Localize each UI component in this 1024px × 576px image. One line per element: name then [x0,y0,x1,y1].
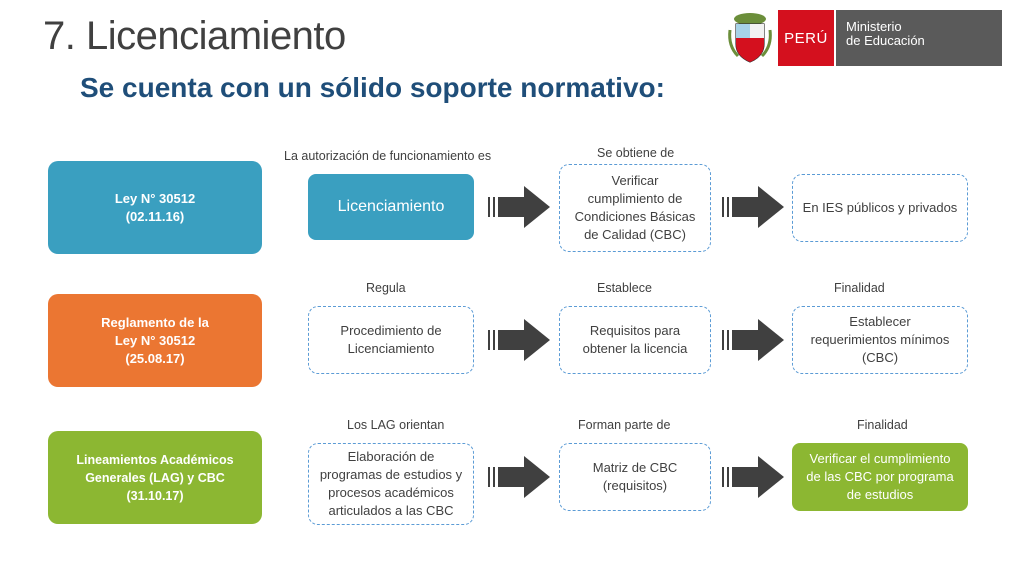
label-row3-1: Los LAG orientan [347,418,445,432]
label-row1-2: Se obtiene de [597,146,675,160]
source-line: Ley N° 30512 [114,332,196,348]
box-elaboracion: Elaboración de programas de estudios y procesos académicos articulados a las CBC [308,443,474,525]
box-requisitos: Requisitos para obtener la licencia [559,306,711,374]
box-requerimientos: Establecer requerimientos mínimos (CBC) [792,306,968,374]
label-row2-3: Finalidad [834,281,885,295]
ministry-logo [726,10,1002,66]
arrow-right-icon [488,319,550,361]
brand-ministry [836,10,1002,66]
box-verificar-programa: Verificar el cumplimiento de las CBC por programa de estudios [792,443,968,511]
arrow-right-icon [488,186,550,228]
label-row3-3: Finalidad [857,418,908,432]
box-procedimiento: Procedimiento de Licenciamiento [308,306,474,374]
arrow-right-icon [722,319,784,361]
box-verificar-cbc: Verificar cumplimiento de Condiciones Básicas de Calidad (CBC) [559,164,711,252]
arrow-right-icon [722,186,784,228]
box-matriz-cbc: Matriz de CBC (requisitos) [559,443,711,511]
brand-ministry-line2: de Educación [846,33,925,48]
source-line: Ley N° 30512 [114,190,196,206]
brand-country: PERÚ [778,10,834,66]
source-line: Lineamientos Académicos [76,452,234,467]
source-line: Generales (LAG) y CBC [85,470,225,485]
label-row3-2: Forman parte de [578,418,671,432]
label-row1-1: La autorización de funcionamiento es [284,149,492,163]
arrow-right-icon [722,456,784,498]
source-line: (25.08.17) [125,350,185,366]
box-licenciamiento: Licenciamiento [308,174,474,240]
source-line: (02.11.16) [125,208,185,224]
source-line: Reglamento de la [101,314,209,330]
label-row2-2: Establece [597,281,652,295]
box-ies: En IES públicos y privados [792,174,968,242]
source-lag [48,431,262,524]
brand-ministry-line1: Ministerio [846,19,902,34]
coat-of-arms-icon [726,10,774,66]
source-reglamento [48,294,262,387]
page-subtitle: Se cuenta con un sólido soporte normativo: [80,72,665,103]
label-row2-1: Regula [366,281,406,295]
page-title: 7. Licenciamiento [43,14,346,58]
arrow-right-icon [488,456,550,498]
source-ley-30512 [48,161,262,254]
source-line: (31.10.17) [126,488,184,503]
